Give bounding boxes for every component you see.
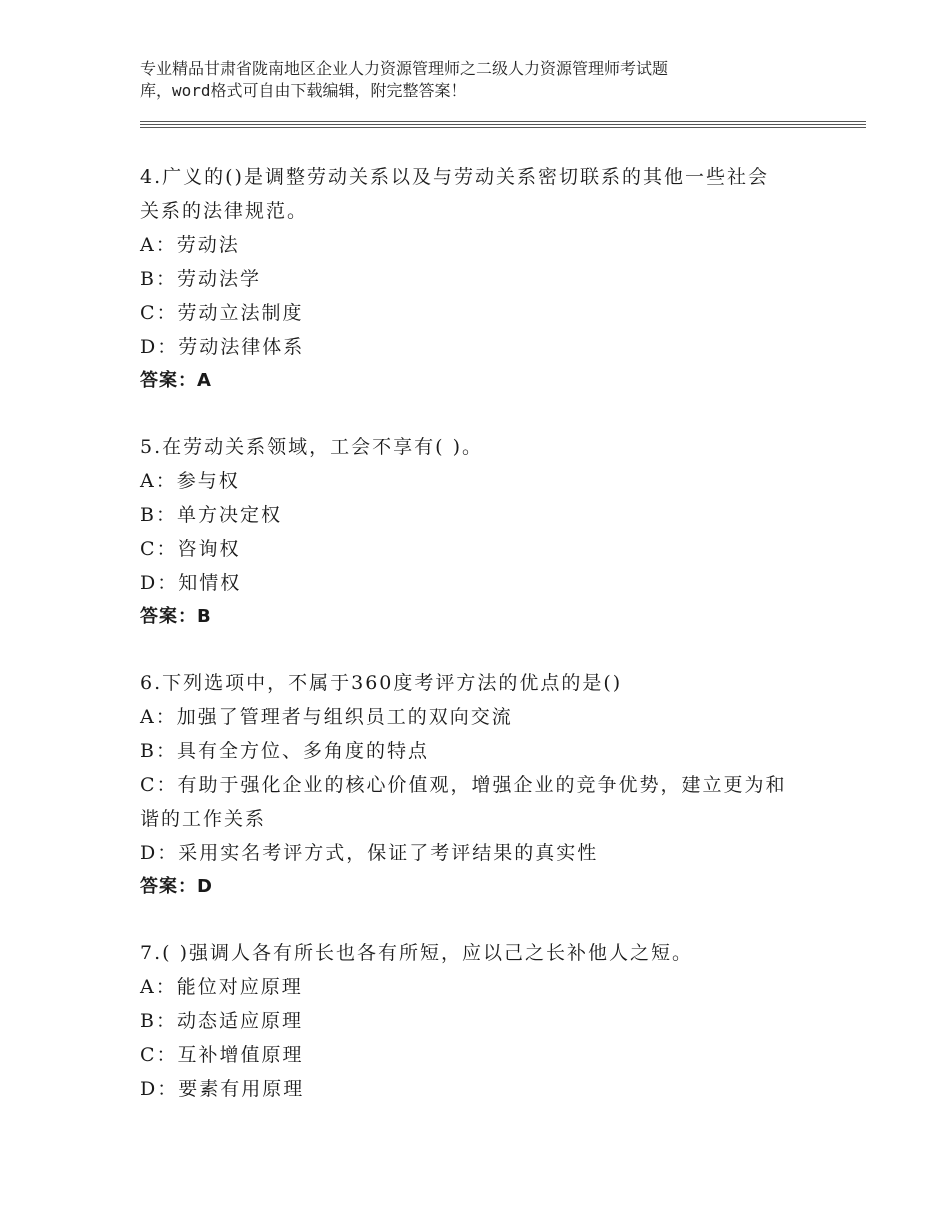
question-list xyxy=(140,160,820,1138)
header-rule-top xyxy=(140,121,866,122)
header-title-line-1: 专业精品甘肃省陇南地区企业人力资源管理师之二级人力资源管理师考试题 xyxy=(140,59,669,78)
answer-label: 答案： xyxy=(140,606,197,627)
option-a: A：参与权 xyxy=(140,470,240,492)
option-a: A：能位对应原理 xyxy=(140,976,303,998)
option-a: A：劳动法 xyxy=(140,234,240,256)
question-stem: 5.在劳动关系领域，工会不享有( )。 xyxy=(140,436,483,458)
option-c: C：劳动立法制度 xyxy=(140,302,304,324)
option-b: B：劳动法学 xyxy=(140,268,261,290)
option-b: B：动态适应原理 xyxy=(140,1010,303,1032)
option-d: D：劳动法律体系 xyxy=(140,336,305,358)
question-stem: 关系的法律规范。 xyxy=(140,200,309,222)
answer-label: 答案： xyxy=(140,370,197,391)
answer-line xyxy=(140,600,820,634)
option-d: D：采用实名考评方式，保证了考评结果的真实性 xyxy=(140,842,599,864)
question-7 xyxy=(140,936,820,1106)
header-rule-middle xyxy=(140,124,866,125)
option-c: C：咨询权 xyxy=(140,538,241,560)
question-6 xyxy=(140,666,820,904)
header-title-line-2: 库，word格式可自由下载编辑，附完整答案！ xyxy=(140,81,467,100)
option-c: C：有助于强化企业的核心价值观，增强企业的竞争优势，建立更为和 xyxy=(140,774,787,796)
question-stem: 7.( )强调人各有所长也各有所短，应以己之长补他人之短。 xyxy=(140,942,693,964)
answer-label: 答案： xyxy=(140,876,197,897)
option-c-continued: 谐的工作关系 xyxy=(140,808,267,830)
question-5 xyxy=(140,430,820,634)
question-stem: 4.广义的()是调整劳动关系以及与劳动关系密切联系的其他一些社会 xyxy=(140,166,769,188)
option-b: B：具有全方位、多角度的特点 xyxy=(140,740,429,762)
header-rule-bottom xyxy=(140,127,866,128)
answer-line xyxy=(140,364,820,398)
option-d: D：要素有用原理 xyxy=(140,1078,305,1100)
document-header xyxy=(140,58,820,102)
answer-value: A xyxy=(197,370,212,391)
question-stem: 6.下列选项中，不属于360度考评方法的优点的是() xyxy=(140,672,623,694)
option-d: D：知情权 xyxy=(140,572,242,594)
option-a: A：加强了管理者与组织员工的双向交流 xyxy=(140,706,513,728)
question-4 xyxy=(140,160,820,398)
answer-line xyxy=(140,870,820,904)
option-c: C：互补增值原理 xyxy=(140,1044,304,1066)
option-b: B：单方决定权 xyxy=(140,504,282,526)
answer-value: D xyxy=(197,876,213,897)
answer-value: B xyxy=(197,606,212,627)
